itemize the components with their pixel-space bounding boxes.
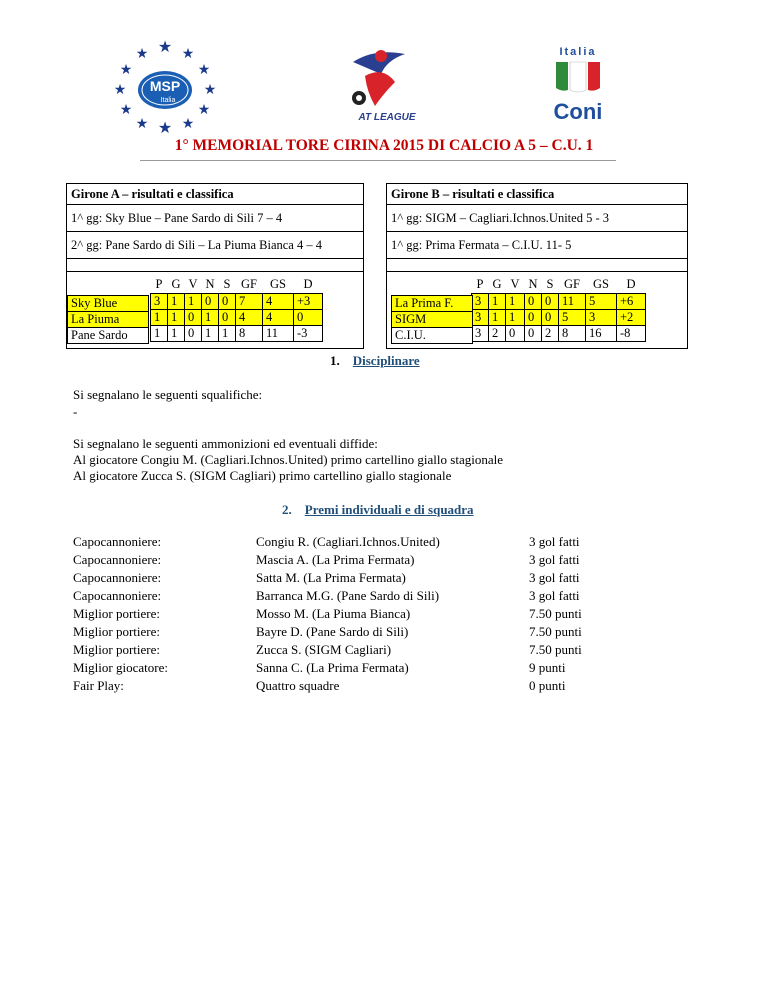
prize-name: Mascia A. (La Prima Fermata) xyxy=(256,552,415,567)
team-name: C.I.U. xyxy=(392,328,473,344)
svg-text:★: ★ xyxy=(113,83,127,98)
col-header-s: S xyxy=(223,277,231,291)
coni-logo xyxy=(538,44,618,124)
section-2-number: 2. xyxy=(282,502,292,517)
col-header-gf: GF xyxy=(241,277,257,291)
stat-cell: 0 xyxy=(506,326,525,342)
stat-cell: 3 xyxy=(472,326,489,342)
group-b-header: Girone B – risultati e classifica xyxy=(387,184,688,205)
prize-value: 3 gol fatti xyxy=(529,588,580,603)
svg-text:★: ★ xyxy=(181,117,195,132)
col-header-s: S xyxy=(546,277,554,291)
prize-winners xyxy=(256,533,440,695)
prize-name: Bayre D. (Pane Sardo di Sili) xyxy=(256,624,409,639)
squalifiche-none: - xyxy=(73,404,78,419)
col-header-gf: GF xyxy=(564,277,580,291)
section-disciplinare xyxy=(330,353,420,369)
section-1-label: Disciplinare xyxy=(352,353,420,368)
table-row xyxy=(472,310,646,326)
svg-text:★: ★ xyxy=(203,83,217,98)
stat-cell: 0 xyxy=(219,294,236,310)
stat-cell: 1 xyxy=(151,326,168,342)
group-a-standings xyxy=(66,272,364,349)
prize-cat: Miglior giocatore: xyxy=(73,660,168,675)
stat-cell: 11 xyxy=(263,326,294,342)
stat-cell: 3 xyxy=(586,310,617,326)
prize-name: Zucca S. (SIGM Cagliari) xyxy=(256,642,392,657)
svg-text:★: ★ xyxy=(157,120,173,134)
prize-categories xyxy=(73,533,168,695)
prize-cat: Miglior portiere: xyxy=(73,606,161,621)
stat-cell: +3 xyxy=(294,294,323,310)
section-1-number: 1. xyxy=(330,353,340,368)
section-2-label: Premi individuali e di squadra xyxy=(304,502,474,517)
col-header-gs: GS xyxy=(593,277,609,291)
stat-cell: 1 xyxy=(168,310,185,326)
stat-cell: 0 xyxy=(219,310,236,326)
group-a-spacer xyxy=(67,259,364,272)
team-name: SIGM xyxy=(392,312,473,328)
stat-cell: 1 xyxy=(151,310,168,326)
at-league-logo xyxy=(335,40,425,132)
stat-cell: 0 xyxy=(525,326,542,342)
prize-cat: Miglior portiere: xyxy=(73,624,161,639)
svg-text:★: ★ xyxy=(119,103,133,118)
prize-value: 7.50 punti xyxy=(529,606,582,621)
svg-text:★: ★ xyxy=(157,39,173,56)
prize-value: 0 punti xyxy=(529,678,566,693)
stat-cell: +2 xyxy=(617,310,646,326)
stat-cell: 1 xyxy=(168,294,185,310)
group-b-teams xyxy=(391,295,473,344)
coni-logo-top: Italia xyxy=(559,46,597,58)
stat-cell: 4 xyxy=(263,310,294,326)
group-a-result-1: 1^ gg: Sky Blue – Pane Sardo di Sili 7 – 4 xyxy=(67,205,364,232)
stat-cell: 0 xyxy=(294,310,323,326)
stat-cell: 0 xyxy=(542,310,559,326)
col-header-p: P xyxy=(155,277,163,291)
group-a-box xyxy=(66,183,364,349)
col-header-n: N xyxy=(205,277,215,291)
stat-cell: 1 xyxy=(489,310,506,326)
prize-name: Satta M. (La Prima Fermata) xyxy=(256,570,406,585)
table-row xyxy=(472,326,646,342)
prize-name: Mosso M. (La Piuma Bianca) xyxy=(256,606,411,621)
col-header-g: G xyxy=(492,277,502,291)
prize-values xyxy=(529,533,582,695)
table-row xyxy=(151,294,323,310)
col-header-v: V xyxy=(188,277,198,291)
prize-cat: Miglior portiere: xyxy=(73,642,161,657)
col-header-v: V xyxy=(510,277,520,291)
svg-text:★: ★ xyxy=(135,47,149,62)
stat-cell: 1 xyxy=(489,294,506,310)
stat-cell: 0 xyxy=(185,326,202,342)
stat-cell: 8 xyxy=(236,326,263,342)
prize-name: Quattro squadre xyxy=(256,678,340,693)
stat-cell: -8 xyxy=(617,326,646,342)
svg-text:★: ★ xyxy=(181,47,195,62)
group-a-header: Girone A – risultati e classifica xyxy=(67,184,364,205)
group-a-teams xyxy=(67,295,149,344)
stat-cell: 2 xyxy=(489,326,506,342)
stat-cell: 11 xyxy=(559,294,586,310)
prize-cat: Capocannoniere: xyxy=(73,588,162,603)
col-header-p: P xyxy=(476,277,484,291)
prize-value: 7.50 punti xyxy=(529,624,582,639)
page-title: 1° MEMORIAL TORE CIRINA 2015 DI CALCIO A 5 – C.U. 1 xyxy=(174,137,594,154)
at-league-logo-text: AT LEAGUE xyxy=(358,112,416,123)
stat-cell: 0 xyxy=(525,310,542,326)
table-row xyxy=(472,294,646,310)
prize-cat: Capocannoniere: xyxy=(73,570,162,585)
group-b-table xyxy=(471,276,646,342)
prize-value: 3 gol fatti xyxy=(529,570,580,585)
section-premi xyxy=(282,502,474,518)
table-row xyxy=(151,310,323,326)
stat-cell: 5 xyxy=(586,294,617,310)
stat-cell: 0 xyxy=(525,294,542,310)
team-name: Pane Sardo xyxy=(68,328,149,344)
group-a-result-2: 2^ gg: Pane Sardo di Sili – La Piuma Bianca 4 – 4 xyxy=(67,232,364,259)
stat-cell: 3 xyxy=(472,294,489,310)
team-name: La Piuma xyxy=(68,312,149,328)
stat-cell: 0 xyxy=(202,294,219,310)
stat-cell: 2 xyxy=(542,326,559,342)
stat-cell: 16 xyxy=(586,326,617,342)
svg-text:★: ★ xyxy=(197,63,211,78)
stat-cell: 0 xyxy=(185,310,202,326)
group-b-result-2: 1^ gg: Prima Fermata – C.I.U. 11- 5 xyxy=(387,232,688,259)
team-name: La Prima F. xyxy=(392,296,473,312)
msp-logo-text: MSP xyxy=(149,78,181,94)
svg-text:★: ★ xyxy=(119,63,133,78)
prize-value: 3 gol fatti xyxy=(529,552,580,567)
stat-cell: 1 xyxy=(202,326,219,342)
group-b-spacer xyxy=(387,259,688,272)
group-a-table xyxy=(150,276,323,342)
group-b-standings xyxy=(386,272,688,349)
prize-cat: Fair Play: xyxy=(73,678,124,693)
col-header-g: G xyxy=(171,277,181,291)
group-b-box xyxy=(386,183,688,349)
stat-cell: 0 xyxy=(542,294,559,310)
prize-value: 7.50 punti xyxy=(529,642,582,657)
stat-cell: 4 xyxy=(236,310,263,326)
svg-text:★: ★ xyxy=(197,103,211,118)
prize-name: Congiu R. (Cagliari.Ichnos.United) xyxy=(256,534,440,549)
prize-name: Barranca M.G. (Pane Sardo di Sili) xyxy=(256,588,440,603)
coni-logo-bottom: Coni xyxy=(553,99,603,124)
stat-cell: -3 xyxy=(294,326,323,342)
prize-cat: Capocannoniere: xyxy=(73,552,162,567)
stat-cell: +6 xyxy=(617,294,646,310)
col-header-d: D xyxy=(303,277,313,291)
team-name: Sky Blue xyxy=(68,296,149,312)
prize-value: 9 punti xyxy=(529,660,566,675)
squalifiche-intro: Si segnalano le seguenti squalifiche: xyxy=(73,387,263,402)
stat-cell: 1 xyxy=(219,326,236,342)
stat-cell: 3 xyxy=(472,310,489,326)
ammonizioni-intro: Si segnalano le seguenti ammonizioni ed eventuali diffide: xyxy=(73,436,378,451)
stat-cell: 3 xyxy=(151,294,168,310)
prize-cat: Capocannoniere: xyxy=(73,534,162,549)
msp-logo-subtext: Italia xyxy=(160,97,176,104)
ammonizione-1: Al giocatore Congiu M. (Cagliari.Ichnos.United) primo cartellino giallo stagionale xyxy=(73,452,503,467)
msp-logo xyxy=(110,38,220,134)
stat-cell: 1 xyxy=(506,310,525,326)
stat-cell: 8 xyxy=(559,326,586,342)
prize-name: Sanna C. (La Prima Fermata) xyxy=(256,660,409,675)
stat-cell: 1 xyxy=(168,326,185,342)
stat-cell: 5 xyxy=(559,310,586,326)
col-header-d: D xyxy=(626,277,636,291)
stat-cell: 1 xyxy=(202,310,219,326)
stat-cell: 4 xyxy=(263,294,294,310)
ammonizione-2: Al giocatore Zucca S. (SIGM Cagliari) primo cartellino giallo stagionale xyxy=(73,468,452,483)
col-header-n: N xyxy=(528,277,538,291)
table-row xyxy=(151,326,323,342)
stat-cell: 1 xyxy=(185,294,202,310)
svg-text:★: ★ xyxy=(135,117,149,132)
title-divider xyxy=(140,160,616,161)
group-b-result-1: 1^ gg: SIGM – Cagliari.Ichnos.United 5 - 3 xyxy=(387,205,688,232)
stat-cell: 7 xyxy=(236,294,263,310)
col-header-gs: GS xyxy=(270,277,286,291)
stat-cell: 1 xyxy=(506,294,525,310)
prize-value: 3 gol fatti xyxy=(529,534,580,549)
